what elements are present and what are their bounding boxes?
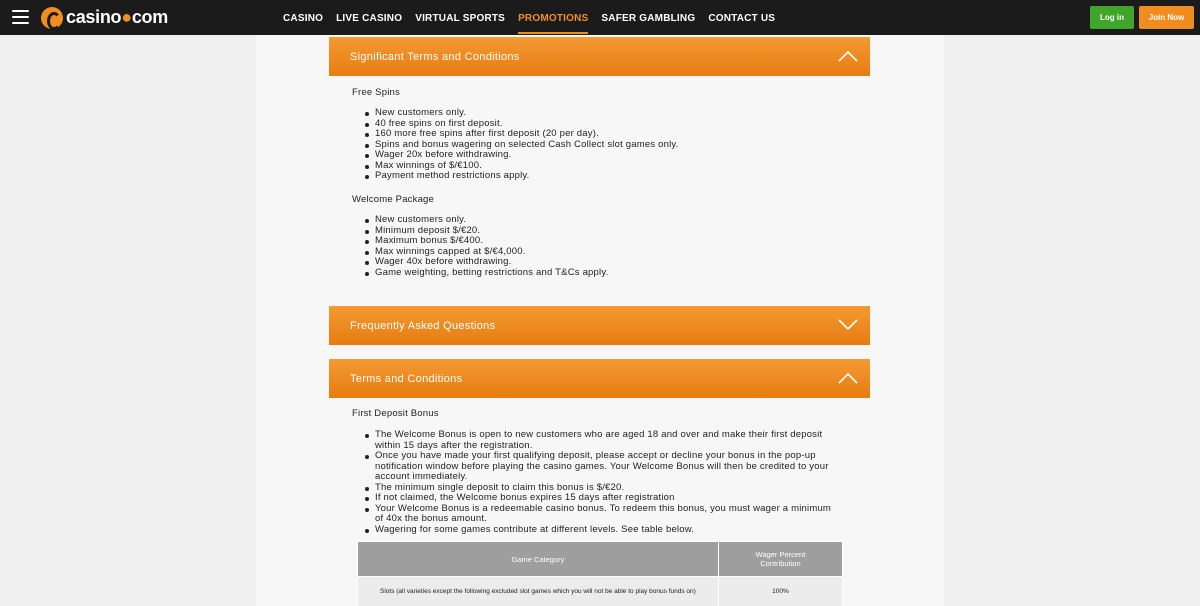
accordion-title: Terms and Conditions	[350, 372, 463, 385]
table-cell-category: Slots (all varieties except the following excluded slot games which you will not be able to play bonus funds on)	[358, 577, 719, 606]
logo-text: casino●com	[66, 7, 168, 27]
first-deposit-bonus-list	[375, 430, 831, 535]
list-item: New customers only.	[375, 108, 678, 119]
nav-promotions[interactable]: PROMOTIONS	[518, 0, 588, 35]
list-item: Wagering for some games contribute at different levels. See table below.	[375, 525, 831, 536]
list-item: Spins and bonus wagering on selected Cash Collect slot games only.	[375, 138, 679, 150]
hamburger-menu-icon[interactable]	[12, 10, 29, 25]
nav-live-casino[interactable]: LIVE CASINO	[336, 13, 403, 24]
join-now-button[interactable]: Join Now	[1139, 6, 1194, 29]
accordion-title: Significant Terms and Conditions	[350, 50, 520, 63]
accordion-significant-terms[interactable]	[329, 37, 870, 76]
chevron-down-icon	[838, 319, 858, 331]
list-item: Game weighting, betting restrictions and T&Cs apply.	[375, 266, 609, 278]
chevron-up-icon	[838, 50, 858, 62]
table-header-game-category: Game Category	[358, 542, 719, 577]
list-item: Your Welcome Bonus is a redeemable casino bonus. To redeem this bonus, you must wager a minimum of 40x the bonus amount.	[375, 502, 832, 524]
table-header-row	[358, 542, 843, 577]
list-item: If not claimed, the Welcome bonus expires 15 days after registration	[375, 493, 831, 504]
list-item: Once you have made your first qualifying deposit, please accept or decline your bonus in the pop-up notification window before playing the casino games. Your Welcome Bonus will then be credited to your account immediately.	[375, 451, 831, 483]
wager-contribution-table	[357, 541, 843, 606]
list-item: Wager 40x before withdrawing.	[375, 257, 608, 268]
nav-contact-us[interactable]: CONTACT US	[708, 13, 776, 24]
list-item: New customers only.	[375, 215, 608, 226]
welcome-package-list	[375, 215, 608, 278]
list-item: Minimum deposit $/€20.	[375, 226, 608, 237]
first-deposit-bonus-title: First Deposit Bonus	[352, 408, 439, 419]
list-item: Payment method restrictions apply.	[375, 171, 678, 182]
table-header-wager-percent: Wager Percent Contribution	[718, 542, 842, 577]
login-button[interactable]: Log in	[1090, 6, 1134, 29]
list-item: Wager 20x before withdrawing.	[375, 150, 678, 161]
list-item: Max winnings capped at $/€4,000.	[375, 247, 608, 258]
list-item: 160 more free spins after first deposit (20 per day).	[375, 129, 678, 140]
list-item: 40 free spins on first deposit.	[375, 119, 678, 130]
list-item: Maximum bonus $/€400.	[375, 236, 608, 247]
free-spins-title: Free Spins	[352, 87, 400, 98]
list-item: The Welcome Bonus is open to new customers who are aged 18 and over and make their first deposit within 15 days after the registration.	[375, 430, 831, 451]
welcome-package-title: Welcome Package	[352, 194, 435, 205]
nav-virtual-sports[interactable]: VIRTUAL SPORTS	[415, 13, 506, 24]
casino-com-logo[interactable]	[41, 6, 168, 29]
nav-casino[interactable]: CASINO	[283, 13, 324, 24]
list-item: Max winnings of $/€100.	[375, 161, 678, 172]
accordion-terms-and-conditions[interactable]	[329, 359, 870, 398]
main-nav	[283, 0, 788, 35]
free-spins-list	[375, 108, 678, 182]
accordion-title: Frequently Asked Questions	[350, 319, 496, 332]
list-item: The minimum single deposit to claim this bonus is $/€20.	[375, 483, 831, 494]
accordion-faq[interactable]	[329, 306, 870, 345]
chevron-up-icon	[838, 372, 858, 384]
top-navigation-bar	[0, 0, 1200, 35]
logo-mark-icon	[41, 7, 63, 29]
table-cell-percent: 100%	[718, 577, 842, 606]
nav-safer-gambling[interactable]: SAFER GAMBLING	[601, 13, 696, 24]
table-row	[358, 577, 843, 606]
